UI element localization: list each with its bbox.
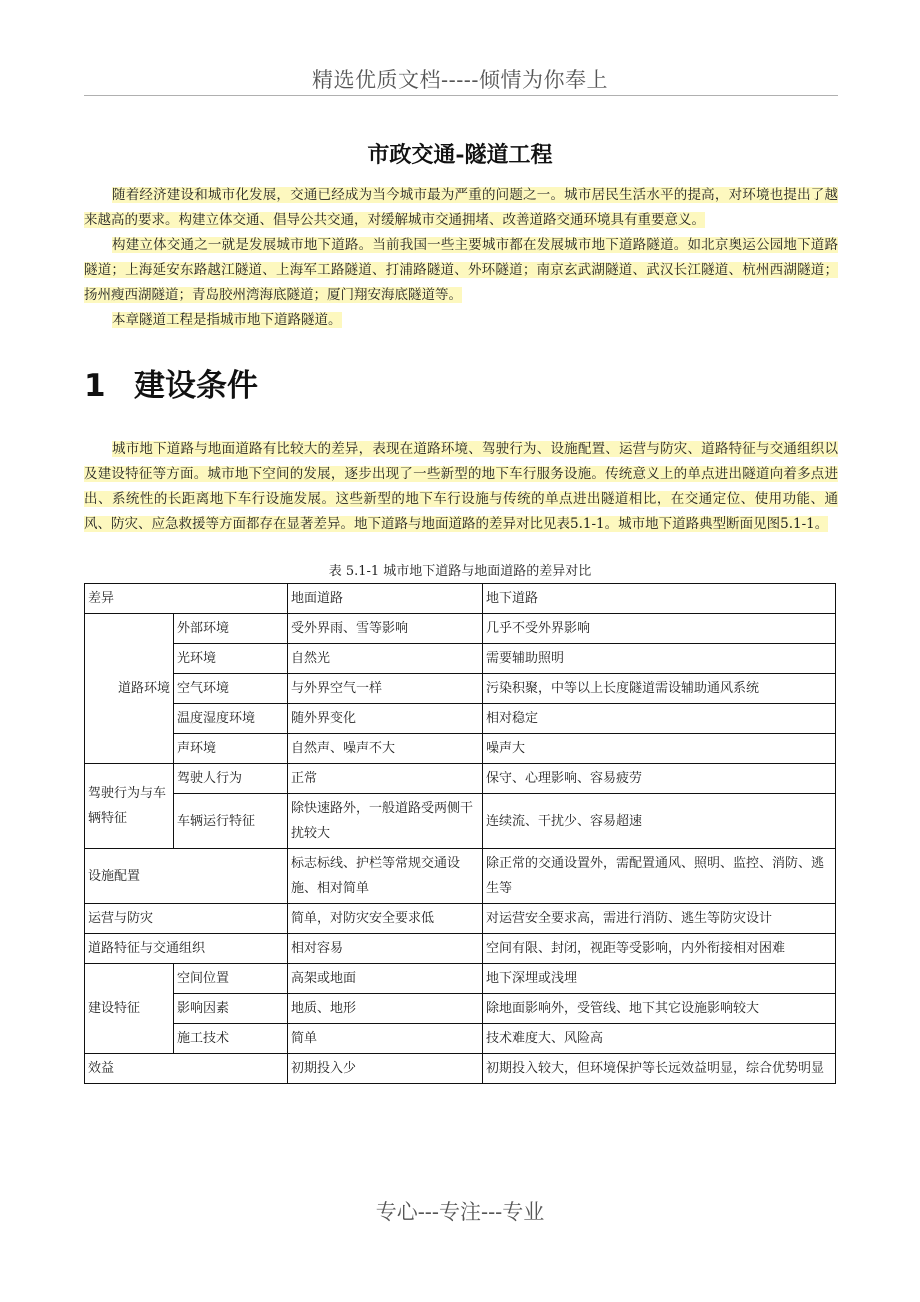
group-cell: 设施配置	[85, 849, 288, 904]
sub-cell: 温度湿度环境	[174, 704, 288, 734]
sub-cell: 声环境	[174, 734, 288, 764]
header-cell-underground: 地下道路	[483, 584, 836, 614]
table-row	[85, 764, 836, 794]
surface-cell: 受外界雨、雪等影响	[288, 614, 483, 644]
intro-paragraph	[84, 308, 838, 333]
table-row	[85, 734, 836, 764]
surface-cell: 高架或地面	[288, 964, 483, 994]
header-cell-diff: 差异	[85, 584, 288, 614]
sub-cell: 空气环境	[174, 674, 288, 704]
surface-cell: 初期投入少	[288, 1054, 483, 1084]
sub-cell: 车辆运行特征	[174, 794, 288, 849]
table-row	[85, 1054, 836, 1084]
intro-paragraph	[84, 183, 838, 233]
underground-cell: 初期投入较大，但环境保护等长远效益明显，综合优势明显	[483, 1054, 836, 1084]
underground-cell: 几乎不受外界影响	[483, 614, 836, 644]
surface-cell: 简单，对防灾安全要求低	[288, 904, 483, 934]
table-row	[85, 674, 836, 704]
group-cell: 驾驶行为与车辆特征	[85, 764, 174, 849]
table-row	[85, 994, 836, 1024]
table-row	[85, 849, 836, 904]
surface-cell: 标志标线、护栏等常规交通设施、相对简单	[288, 849, 483, 904]
surface-cell: 自然声、噪声不大	[288, 734, 483, 764]
section-heading	[84, 360, 258, 405]
underground-cell: 除正常的交通设置外，需配置通风、照明、监控、消防、逃生等	[483, 849, 836, 904]
surface-cell: 自然光	[288, 644, 483, 674]
underground-cell: 相对稳定	[483, 704, 836, 734]
underground-cell: 连续流、干扰少、容易超速	[483, 794, 836, 849]
surface-cell: 简单	[288, 1024, 483, 1054]
table-caption: 表 5.1-1 城市地下道路与地面道路的差异对比	[328, 564, 592, 579]
surface-cell: 地质、地形	[288, 994, 483, 1024]
sub-cell: 光环境	[174, 644, 288, 674]
group-cell: 道路环境	[85, 614, 174, 764]
table-row	[85, 704, 836, 734]
table-row	[85, 644, 836, 674]
underground-cell: 空间有限、封闭，视距等受影响，内外衔接相对困难	[483, 934, 836, 964]
section-title: 建设条件	[134, 368, 258, 404]
page-header: 精选优质文档-----倾情为你奉上	[312, 68, 608, 92]
section-paragraph-text: 城市地下道路与地面道路有比较大的差异，表现在道路环境、驾驶行为、设施配置、运营与防灾、道路特征与交通组织以及建设特征等方面。城市地下空间的发展，逐步出现了一些新型的地下车行服务设施。传统意义上的单点进出隧道向着多点进出、系统性的长距离地下车行设施发展。这些新型的地下车行设施与传统的单点进出隧道相比，在交通定位、使用功能、通风、防灾、应急救援等方面都存在显著差异。地下道路与地面道路的差异对比见表5.1-1。城市地下道路典型断面见图5.1-1。	[84, 441, 838, 532]
intro-paragraph	[84, 233, 838, 308]
intro-paragraph-text: 构建立体交通之一就是发展城市地下道路。当前我国一些主要城市都在发展城市地下道路隧道。如北京奥运公园地下道路隧道；上海延安东路越江隧道、上海军工路隧道、打浦路隧道、外环隧道；南京玄武湖隧道、武汉长江隧道、杭州西湖隧道；扬州瘦西湖隧道；青岛胶州湾海底隧道；厦门翔安海底隧道等。	[84, 237, 838, 303]
page-footer: 专心---专注---专业	[375, 1200, 545, 1224]
underground-cell: 除地面影响外，受管线、地下其它设施影响较大	[483, 994, 836, 1024]
underground-cell: 保守、心理影响、容易疲劳	[483, 764, 836, 794]
table-row	[85, 904, 836, 934]
intro-paragraph-text: 本章隧道工程是指城市地下道路隧道。	[112, 312, 342, 328]
surface-cell: 与外界空气一样	[288, 674, 483, 704]
underground-cell: 噪声大	[483, 734, 836, 764]
underground-cell: 地下深埋或浅埋	[483, 964, 836, 994]
table-row	[85, 964, 836, 994]
sub-cell: 施工技术	[174, 1024, 288, 1054]
table-row	[85, 614, 836, 644]
intro-paragraph-text: 随着经济建设和城市化发展，交通已经成为当今城市最为严重的问题之一。城市居民生活水平的提高，对环境也提出了越来越高的要求。构建立体交通、倡导公共交通，对缓解城市交通拥堵、改善道路交通环境具有重要意义。	[84, 187, 838, 228]
table-row	[85, 1024, 836, 1054]
underground-cell: 污染积聚，中等以上长度隧道需设辅助通风系统	[483, 674, 836, 704]
group-cell: 建设特征	[85, 964, 174, 1054]
sub-cell: 空间位置	[174, 964, 288, 994]
surface-cell: 相对容易	[288, 934, 483, 964]
group-cell: 运营与防灾	[85, 904, 288, 934]
intro-section	[84, 183, 838, 333]
underground-cell: 对运营安全要求高，需进行消防、逃生等防灾设计	[483, 904, 836, 934]
surface-cell: 除快速路外，一般道路受两侧干扰较大	[288, 794, 483, 849]
underground-cell: 需要辅助照明	[483, 644, 836, 674]
sub-cell: 外部环境	[174, 614, 288, 644]
comparison-table	[84, 583, 836, 1084]
header-cell-surface: 地面道路	[288, 584, 483, 614]
section-paragraph	[84, 437, 838, 537]
surface-cell: 随外界变化	[288, 704, 483, 734]
sub-cell: 影响因素	[174, 994, 288, 1024]
section-number: 1	[84, 368, 106, 404]
table-header-row	[85, 584, 836, 614]
header-divider	[84, 95, 838, 96]
table-row	[85, 934, 836, 964]
surface-cell: 正常	[288, 764, 483, 794]
sub-cell: 驾驶人行为	[174, 764, 288, 794]
group-cell: 效益	[85, 1054, 288, 1084]
table-row	[85, 794, 836, 849]
underground-cell: 技术难度大、风险高	[483, 1024, 836, 1054]
group-cell: 道路特征与交通组织	[85, 934, 288, 964]
document-title: 市政交通-隧道工程	[367, 142, 553, 168]
